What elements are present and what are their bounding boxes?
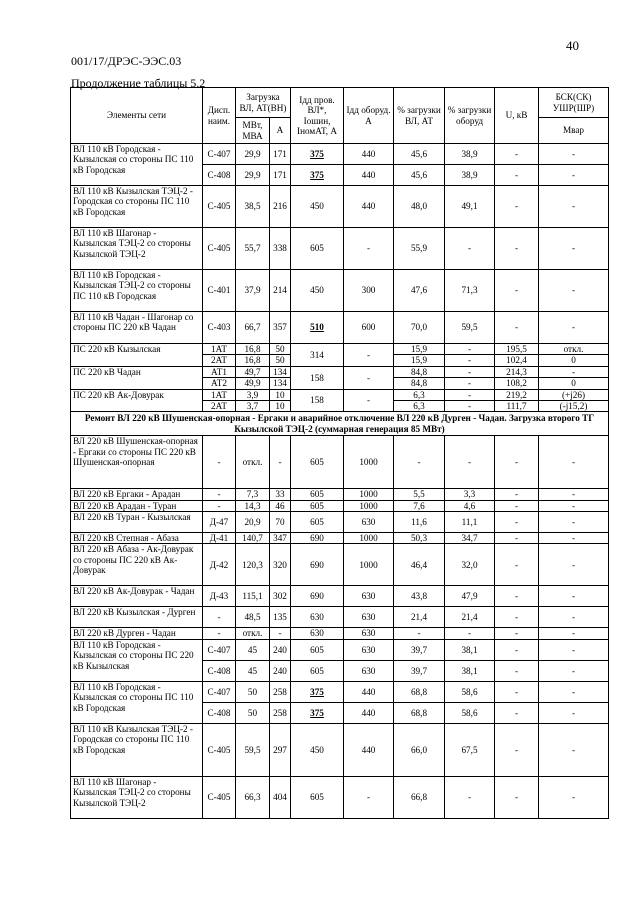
cell-idd: 630 bbox=[291, 628, 344, 639]
cell-q: - bbox=[539, 500, 609, 511]
cell-mw: 38,5 bbox=[236, 186, 270, 228]
element-name: ВЛ 110 кВ Шагонар - Кызылская ТЭЦ-2 со стороны Кызылской ТЭЦ-2 bbox=[71, 228, 203, 270]
cell-q: 0 bbox=[539, 378, 609, 389]
cell-mw: 50 bbox=[236, 681, 270, 702]
cell-u: 102,4 bbox=[495, 355, 539, 366]
cell-pe: 38,1 bbox=[445, 660, 495, 681]
cell-ideq: 440 bbox=[344, 186, 394, 228]
cell-pl: 39,7 bbox=[394, 639, 445, 660]
cell-pe: 58,6 bbox=[445, 702, 495, 723]
cell-disp: Д-41 bbox=[203, 533, 236, 544]
cell-u: 219,2 bbox=[495, 389, 539, 400]
cell-q: - bbox=[539, 607, 609, 628]
table-row bbox=[71, 639, 609, 660]
cell-pl: 11,6 bbox=[394, 512, 445, 533]
cell-pe: - bbox=[445, 776, 495, 818]
header-elements: Элементы сети bbox=[71, 88, 203, 144]
cell-ideq: 630 bbox=[344, 607, 394, 628]
table-row bbox=[71, 186, 609, 228]
cell-q: - bbox=[539, 681, 609, 702]
cell-u: - bbox=[495, 165, 539, 186]
table-row bbox=[71, 312, 609, 344]
cell-u: - bbox=[495, 628, 539, 639]
cell-mw: 7,3 bbox=[236, 489, 270, 500]
cell-a: 10 bbox=[270, 389, 291, 400]
cell-a: - bbox=[270, 436, 291, 489]
cell-q: - bbox=[539, 723, 609, 776]
element-name: ВЛ 110 кВ Кызылская ТЭЦ-2 - Городская со стороны ПС 110 кВ Городская bbox=[71, 186, 203, 228]
cell-mw: 140,7 bbox=[236, 533, 270, 544]
cell-pl: 70,0 bbox=[394, 312, 445, 344]
cell-q: 0 bbox=[539, 355, 609, 366]
cell-ideq: 1000 bbox=[344, 500, 394, 511]
header-pct-equip: % загрузки оборуд bbox=[445, 88, 495, 144]
cell-idd: 605 bbox=[291, 639, 344, 660]
table-caption: Продолжение таблицы 5.2 bbox=[71, 76, 206, 90]
cell-idd: 605 bbox=[291, 489, 344, 500]
cell-ideq: - bbox=[344, 366, 394, 389]
cell-a: 258 bbox=[270, 702, 291, 723]
cell-pe: 67,5 bbox=[445, 723, 495, 776]
cell-pe: 4,6 bbox=[445, 500, 495, 511]
cell-pl: 84,8 bbox=[394, 378, 445, 389]
cell-disp: Д-43 bbox=[203, 586, 236, 607]
cell-disp: С-403 bbox=[203, 312, 236, 344]
cell-ideq: 440 bbox=[344, 723, 394, 776]
cell-pl: 45,6 bbox=[394, 165, 445, 186]
cell-disp: АТ2 bbox=[203, 378, 236, 389]
cell-mw: 20,9 bbox=[236, 512, 270, 533]
cell-mw: 45 bbox=[236, 660, 270, 681]
section-row bbox=[71, 412, 609, 436]
cell-idd: 375 bbox=[291, 702, 344, 723]
cell-mw: 3,9 bbox=[236, 389, 270, 400]
cell-idd: 605 bbox=[291, 660, 344, 681]
cell-pe: 11,1 bbox=[445, 512, 495, 533]
cell-a: 297 bbox=[270, 723, 291, 776]
element-name: ВЛ 220 кВ Туран - Кызылская bbox=[71, 512, 203, 533]
cell-u: - bbox=[495, 723, 539, 776]
cell-idd: 158 bbox=[291, 366, 344, 389]
cell-u: 214,3 bbox=[495, 366, 539, 377]
cell-a: 214 bbox=[270, 270, 291, 312]
table-row bbox=[71, 228, 609, 270]
cell-ideq: 440 bbox=[344, 702, 394, 723]
cell-pl: 45,6 bbox=[394, 144, 445, 165]
cell-u: - bbox=[495, 312, 539, 344]
table-row bbox=[71, 533, 609, 544]
cell-mw: 48,5 bbox=[236, 607, 270, 628]
substation-name: ПС 220 кВ Ак-Довурак bbox=[71, 389, 203, 412]
cell-pl: 66,8 bbox=[394, 776, 445, 818]
table-row bbox=[71, 586, 609, 607]
cell-ideq: - bbox=[344, 389, 394, 412]
cell-pe: - bbox=[445, 355, 495, 366]
cell-disp: АТ1 bbox=[203, 366, 236, 377]
cell-disp: С-408 bbox=[203, 702, 236, 723]
substation-name: ПС 220 кВ Кызылская bbox=[71, 344, 203, 367]
cell-q: (+j26) bbox=[539, 389, 609, 400]
cell-ideq: 630 bbox=[344, 639, 394, 660]
cell-pe: 49,1 bbox=[445, 186, 495, 228]
cell-pe: - bbox=[445, 228, 495, 270]
cell-ideq: - bbox=[344, 344, 394, 367]
cell-pe: - bbox=[445, 436, 495, 489]
cell-mw: 45 bbox=[236, 639, 270, 660]
cell-pl: 15,9 bbox=[394, 344, 445, 355]
table-row bbox=[71, 500, 609, 511]
cell-disp: С-401 bbox=[203, 270, 236, 312]
cell-mw: 120,3 bbox=[236, 544, 270, 586]
cell-disp: 2АТ bbox=[203, 401, 236, 412]
cell-pl: 6,3 bbox=[394, 401, 445, 412]
cell-mw: 50 bbox=[236, 702, 270, 723]
cell-idd: 375 bbox=[291, 144, 344, 165]
cell-idd: 450 bbox=[291, 723, 344, 776]
cell-idd: 510 bbox=[291, 312, 344, 344]
cell-pe: - bbox=[445, 366, 495, 377]
element-name: ВЛ 220 кВ Ак-Довурак - Чадан bbox=[71, 586, 203, 607]
cell-idd: 690 bbox=[291, 544, 344, 586]
cell-u: - bbox=[495, 586, 539, 607]
cell-idd: 605 bbox=[291, 436, 344, 489]
table-row bbox=[71, 144, 609, 165]
cell-u: - bbox=[495, 639, 539, 660]
cell-disp: 1АТ bbox=[203, 344, 236, 355]
element-name: ВЛ 220 кВ Абаза - Ак-Довурак со стороны ПС 220 кВ Ак-Довурак bbox=[71, 544, 203, 586]
header-mva: МВт, МВА bbox=[236, 118, 270, 144]
cell-a: 338 bbox=[270, 228, 291, 270]
cell-q: - bbox=[539, 165, 609, 186]
cell-pe: - bbox=[445, 389, 495, 400]
table-row bbox=[71, 776, 609, 818]
cell-idd: 605 bbox=[291, 228, 344, 270]
cell-pe: 38,9 bbox=[445, 144, 495, 165]
cell-q: - bbox=[539, 270, 609, 312]
cell-idd: 605 bbox=[291, 512, 344, 533]
cell-u: - bbox=[495, 186, 539, 228]
cell-q: - bbox=[539, 586, 609, 607]
table-row bbox=[71, 607, 609, 628]
cell-pl: 7,6 bbox=[394, 500, 445, 511]
cell-ideq: 440 bbox=[344, 144, 394, 165]
header-mvar: Мвар bbox=[539, 118, 609, 144]
cell-pl: 68,8 bbox=[394, 702, 445, 723]
table-row bbox=[71, 366, 609, 377]
header-pct-line: % загрузки ВЛ, АТ bbox=[394, 88, 445, 144]
cell-mw: откл. bbox=[236, 628, 270, 639]
header-idd-equip: Iдд оборуд. А bbox=[344, 88, 394, 144]
cell-a: 347 bbox=[270, 533, 291, 544]
cell-idd: 158 bbox=[291, 389, 344, 412]
cell-disp: - bbox=[203, 436, 236, 489]
cell-q: - bbox=[539, 544, 609, 586]
cell-disp: С-408 bbox=[203, 660, 236, 681]
cell-disp: С-407 bbox=[203, 681, 236, 702]
cell-a: 50 bbox=[270, 344, 291, 355]
cell-q: откл. bbox=[539, 344, 609, 355]
substation-name: ПС 220 кВ Чадан bbox=[71, 366, 203, 389]
header-idd-line: Iдд пров. ВЛ*, Iошин, IномАТ, А bbox=[291, 88, 344, 144]
table-row bbox=[71, 723, 609, 776]
cell-mw: 16,8 bbox=[236, 355, 270, 366]
cell-mw: 49,9 bbox=[236, 378, 270, 389]
table-row bbox=[71, 489, 609, 500]
cell-q: (-j15,2) bbox=[539, 401, 609, 412]
load-table bbox=[70, 87, 609, 819]
cell-pl: 66,0 bbox=[394, 723, 445, 776]
cell-q: - bbox=[539, 512, 609, 533]
cell-u: - bbox=[495, 681, 539, 702]
cell-u: - bbox=[495, 144, 539, 165]
cell-ideq: - bbox=[344, 776, 394, 818]
cell-a: 240 bbox=[270, 639, 291, 660]
cell-pl: 48,0 bbox=[394, 186, 445, 228]
cell-a: 171 bbox=[270, 144, 291, 165]
cell-disp: С-408 bbox=[203, 165, 236, 186]
cell-ideq: 630 bbox=[344, 628, 394, 639]
cell-u: 108,2 bbox=[495, 378, 539, 389]
cell-disp: С-405 bbox=[203, 186, 236, 228]
cell-q: - bbox=[539, 628, 609, 639]
cell-pl: 39,7 bbox=[394, 660, 445, 681]
cell-disp: С-407 bbox=[203, 144, 236, 165]
cell-u: - bbox=[495, 436, 539, 489]
cell-a: 134 bbox=[270, 366, 291, 377]
element-name: ВЛ 110 кВ Шагонар - Кызылская ТЭЦ-2 со стороны Кызылской ТЭЦ-2 bbox=[71, 776, 203, 818]
cell-a: 70 bbox=[270, 512, 291, 533]
cell-pe: 58,6 bbox=[445, 681, 495, 702]
header-bsk: БСК(СК) УШР(ШР) bbox=[539, 88, 609, 118]
cell-a: 134 bbox=[270, 378, 291, 389]
cell-idd: 450 bbox=[291, 270, 344, 312]
document-id: 001/17/ДРЭС-ЭЭС.03 bbox=[71, 54, 182, 68]
cell-a: 357 bbox=[270, 312, 291, 344]
cell-q: - bbox=[539, 366, 609, 377]
cell-u: - bbox=[495, 533, 539, 544]
cell-u: - bbox=[495, 512, 539, 533]
cell-disp: - bbox=[203, 500, 236, 511]
cell-a: 240 bbox=[270, 660, 291, 681]
cell-mw: 3,7 bbox=[236, 401, 270, 412]
header-u: U, кВ bbox=[495, 88, 539, 144]
cell-idd: 690 bbox=[291, 586, 344, 607]
table-row bbox=[71, 544, 609, 586]
cell-idd: 690 bbox=[291, 533, 344, 544]
cell-pl: - bbox=[394, 436, 445, 489]
table-row bbox=[71, 389, 609, 400]
cell-u: 111,7 bbox=[495, 401, 539, 412]
element-name: ВЛ 220 кВ Кызылская - Дурген bbox=[71, 607, 203, 628]
page-number: 40 bbox=[566, 38, 579, 53]
cell-a: 46 bbox=[270, 500, 291, 511]
cell-disp: Д-47 bbox=[203, 512, 236, 533]
header-a: А bbox=[270, 118, 291, 144]
cell-a: 404 bbox=[270, 776, 291, 818]
cell-disp: С-407 bbox=[203, 639, 236, 660]
cell-mw: 29,9 bbox=[236, 165, 270, 186]
cell-mw: 66,7 bbox=[236, 312, 270, 344]
cell-q: - bbox=[539, 533, 609, 544]
cell-disp: 1АТ bbox=[203, 389, 236, 400]
element-name: ВЛ 220 кВ Арадан - Туран bbox=[71, 500, 203, 511]
cell-pl: 5,5 bbox=[394, 489, 445, 500]
table-row bbox=[71, 681, 609, 702]
cell-disp: Д-42 bbox=[203, 544, 236, 586]
cell-disp: С-405 bbox=[203, 228, 236, 270]
cell-mw: 14,3 bbox=[236, 500, 270, 511]
cell-pl: 55,9 bbox=[394, 228, 445, 270]
cell-pl: - bbox=[394, 628, 445, 639]
element-name: ВЛ 110 кВ Кызылская ТЭЦ-2 - Городская со стороны ПС 110 кВ Городская bbox=[71, 723, 203, 776]
cell-pe: 38,1 bbox=[445, 639, 495, 660]
cell-q: - bbox=[539, 228, 609, 270]
cell-mw: 115,1 bbox=[236, 586, 270, 607]
table-row bbox=[71, 512, 609, 533]
cell-disp: С-405 bbox=[203, 776, 236, 818]
cell-u: - bbox=[495, 489, 539, 500]
cell-a: 258 bbox=[270, 681, 291, 702]
cell-ideq: 1000 bbox=[344, 533, 394, 544]
cell-pe: 71,3 bbox=[445, 270, 495, 312]
cell-disp: С-405 bbox=[203, 723, 236, 776]
cell-disp: - bbox=[203, 489, 236, 500]
cell-idd: 314 bbox=[291, 344, 344, 367]
cell-pl: 84,8 bbox=[394, 366, 445, 377]
cell-pe: - bbox=[445, 628, 495, 639]
cell-q: - bbox=[539, 702, 609, 723]
cell-ideq: 440 bbox=[344, 681, 394, 702]
cell-idd: 605 bbox=[291, 500, 344, 511]
cell-disp: - bbox=[203, 607, 236, 628]
table-row bbox=[71, 270, 609, 312]
cell-pe: 32,0 bbox=[445, 544, 495, 586]
cell-q: - bbox=[539, 639, 609, 660]
cell-ideq: 440 bbox=[344, 165, 394, 186]
cell-ideq: 630 bbox=[344, 512, 394, 533]
element-name: ВЛ 220 кВ Дурген - Чадан bbox=[71, 628, 203, 639]
cell-pe: 21,4 bbox=[445, 607, 495, 628]
cell-a: 216 bbox=[270, 186, 291, 228]
cell-pl: 21,4 bbox=[394, 607, 445, 628]
cell-mw: 66,3 bbox=[236, 776, 270, 818]
cell-ideq: - bbox=[344, 228, 394, 270]
table-row bbox=[71, 344, 609, 355]
cell-u: - bbox=[495, 544, 539, 586]
element-name: ВЛ 110 кВ Городская - Кызылская со стороны ПС 220 кВ Кызылская bbox=[71, 639, 203, 681]
cell-disp: - bbox=[203, 628, 236, 639]
cell-ideq: 1000 bbox=[344, 436, 394, 489]
header-disp: Дисп. наим. bbox=[203, 88, 236, 144]
cell-pe: - bbox=[445, 401, 495, 412]
cell-a: 50 bbox=[270, 355, 291, 366]
cell-ideq: 1000 bbox=[344, 489, 394, 500]
cell-ideq: 600 bbox=[344, 312, 394, 344]
cell-q: - bbox=[539, 144, 609, 165]
cell-pl: 50,3 bbox=[394, 533, 445, 544]
cell-q: - bbox=[539, 186, 609, 228]
cell-a: - bbox=[270, 628, 291, 639]
cell-pe: 3,3 bbox=[445, 489, 495, 500]
cell-u: - bbox=[495, 776, 539, 818]
cell-pe: - bbox=[445, 378, 495, 389]
cell-a: 135 bbox=[270, 607, 291, 628]
cell-u: - bbox=[495, 660, 539, 681]
cell-disp: 2АТ bbox=[203, 355, 236, 366]
cell-pl: 43,8 bbox=[394, 586, 445, 607]
cell-mw: 59,5 bbox=[236, 723, 270, 776]
element-name: ВЛ 110 кВ Городская - Кызылская ТЭЦ-2 со стороны ПС 110 кВ Городская bbox=[71, 270, 203, 312]
cell-idd: 450 bbox=[291, 186, 344, 228]
cell-a: 171 bbox=[270, 165, 291, 186]
cell-pl: 68,8 bbox=[394, 681, 445, 702]
cell-idd: 375 bbox=[291, 681, 344, 702]
element-name: ВЛ 110 кВ Городская - Кызылская со стороны ПС 110 кВ Городская bbox=[71, 681, 203, 723]
header-load: Загрузка ВЛ, АТ(ВН) bbox=[236, 88, 291, 118]
element-name: ВЛ 110 кВ Городская - Кызылская со стороны ПС 110 кВ Городская bbox=[71, 144, 203, 186]
cell-pe: 47,9 bbox=[445, 586, 495, 607]
element-name: ВЛ 220 кВ Ергаки - Арадан bbox=[71, 489, 203, 500]
cell-idd: 375 bbox=[291, 165, 344, 186]
cell-ideq: 1000 bbox=[344, 544, 394, 586]
cell-u: - bbox=[495, 270, 539, 312]
element-name: ВЛ 110 кВ Чадан - Шагонар со стороны ПС 220 кВ Чадан bbox=[71, 312, 203, 344]
cell-pe: 59,5 bbox=[445, 312, 495, 344]
cell-ideq: 300 bbox=[344, 270, 394, 312]
element-name: ВЛ 220 кВ Степная - Абаза bbox=[71, 533, 203, 544]
cell-pl: 15,9 bbox=[394, 355, 445, 366]
cell-a: 320 bbox=[270, 544, 291, 586]
cell-pl: 6,3 bbox=[394, 389, 445, 400]
cell-ideq: 630 bbox=[344, 660, 394, 681]
cell-mw: откл. bbox=[236, 436, 270, 489]
cell-u: - bbox=[495, 228, 539, 270]
cell-pe: 38,9 bbox=[445, 165, 495, 186]
cell-u: - bbox=[495, 607, 539, 628]
cell-mw: 55,7 bbox=[236, 228, 270, 270]
cell-pe: 34,7 bbox=[445, 533, 495, 544]
cell-mw: 37,9 bbox=[236, 270, 270, 312]
cell-a: 33 bbox=[270, 489, 291, 500]
cell-mw: 49,7 bbox=[236, 366, 270, 377]
cell-u: - bbox=[495, 500, 539, 511]
cell-ideq: 630 bbox=[344, 586, 394, 607]
cell-idd: 605 bbox=[291, 776, 344, 818]
cell-mw: 29,9 bbox=[236, 144, 270, 165]
element-name: ВЛ 220 кВ Шушенская-опорная - Ергаки со стороны ПС 220 кВ Шушенская-опорная bbox=[71, 436, 203, 489]
cell-q: - bbox=[539, 489, 609, 500]
cell-a: 302 bbox=[270, 586, 291, 607]
table-row bbox=[71, 436, 609, 489]
cell-q: - bbox=[539, 312, 609, 344]
cell-u: - bbox=[495, 702, 539, 723]
cell-pe: - bbox=[445, 344, 495, 355]
cell-q: - bbox=[539, 436, 609, 489]
cell-idd: 630 bbox=[291, 607, 344, 628]
cell-pl: 47,6 bbox=[394, 270, 445, 312]
cell-q: - bbox=[539, 776, 609, 818]
cell-q: - bbox=[539, 660, 609, 681]
table-row bbox=[71, 628, 609, 639]
cell-a: 10 bbox=[270, 401, 291, 412]
section-title: Ремонт ВЛ 220 кВ Шушенская-опорная - Ергаки и аварийное отключение ВЛ 220 кВ Дурген - Чадан. Загрузка второго ТГ Кызылской ТЭЦ-2 (суммарная генерация 85 МВт) bbox=[71, 412, 609, 436]
cell-mw: 16,8 bbox=[236, 344, 270, 355]
cell-u: 195,5 bbox=[495, 344, 539, 355]
cell-pl: 46,4 bbox=[394, 544, 445, 586]
